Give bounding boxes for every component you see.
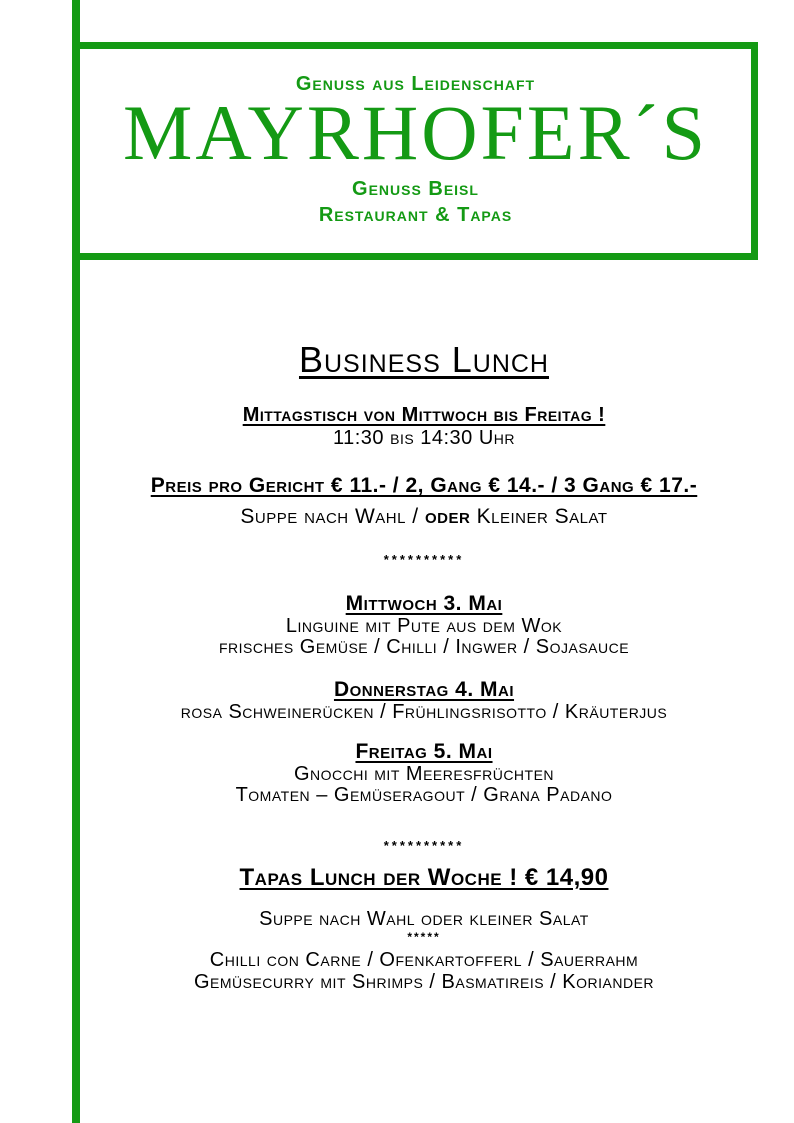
- dish-line: frisches Gemüse / Chilli / Ingwer / Sojasauce: [218, 636, 630, 658]
- asterisk-separator: **********: [383, 552, 465, 567]
- lunch-hours: 11:30 bis 14:30 Uhr: [332, 427, 515, 449]
- side-choice-line: [80, 504, 768, 530]
- brand-title: MAYRHOFER´S: [123, 89, 708, 176]
- side-choice-prefix: Suppe nach Wahl /: [240, 505, 425, 528]
- tapas-section: [80, 863, 768, 993]
- lunch-days-heading: Mittagstisch von Mittwoch bis Freitag !: [242, 404, 606, 426]
- tapas-dish-line: Gemüsecurry mit Shrimps / Basmatireis / Koriander: [193, 971, 655, 993]
- asterisk-separator-short: *****: [407, 930, 441, 944]
- side-choice-suffix: Kleiner Salat: [470, 505, 608, 528]
- menu-content: [80, 338, 768, 993]
- day-section-donnerstag: [80, 678, 768, 723]
- day-heading: Donnerstag 4. Mai: [333, 678, 515, 701]
- day-section-mittwoch: [80, 592, 768, 658]
- brand-category: Restaurant & Tapas: [318, 204, 513, 226]
- brand-tagline: Genuss aus Leidenschaft: [295, 73, 536, 95]
- menu-title: Business Lunch: [298, 339, 549, 380]
- asterisk-separator: **********: [383, 838, 465, 853]
- tapas-dish-line: Chilli con Carne / Ofenkartofferl / Sauerrahm: [209, 949, 639, 971]
- day-heading: Freitag 5. Mai: [355, 740, 493, 763]
- dish-line: rosa Schweinerücken / Frühlingsrisotto / Kräuterjus: [180, 701, 668, 723]
- brand-subtitle: Genuss Beisl: [352, 178, 479, 200]
- dish-line: Linguine mit Pute aus dem Wok: [285, 615, 563, 637]
- day-section-freitag: [80, 740, 768, 806]
- tapas-side-line: Suppe nach Wahl oder kleiner Salat: [259, 908, 589, 930]
- day-heading: Mittwoch 3. Mai: [345, 592, 503, 615]
- tapas-heading: Tapas Lunch der Woche ! € 14,90: [239, 864, 609, 891]
- side-choice-oder: oder: [424, 505, 471, 528]
- dish-line: Gnocchi mit Meeresfrüchten: [293, 763, 555, 785]
- header-box: [73, 42, 758, 260]
- dish-line: Tomaten – Gemüseragout / Grana Padano: [235, 784, 613, 806]
- pricing-line: Preis pro Gericht € 11.- / 2, Gang € 14.- / 3 Gang € 17.-: [150, 474, 698, 497]
